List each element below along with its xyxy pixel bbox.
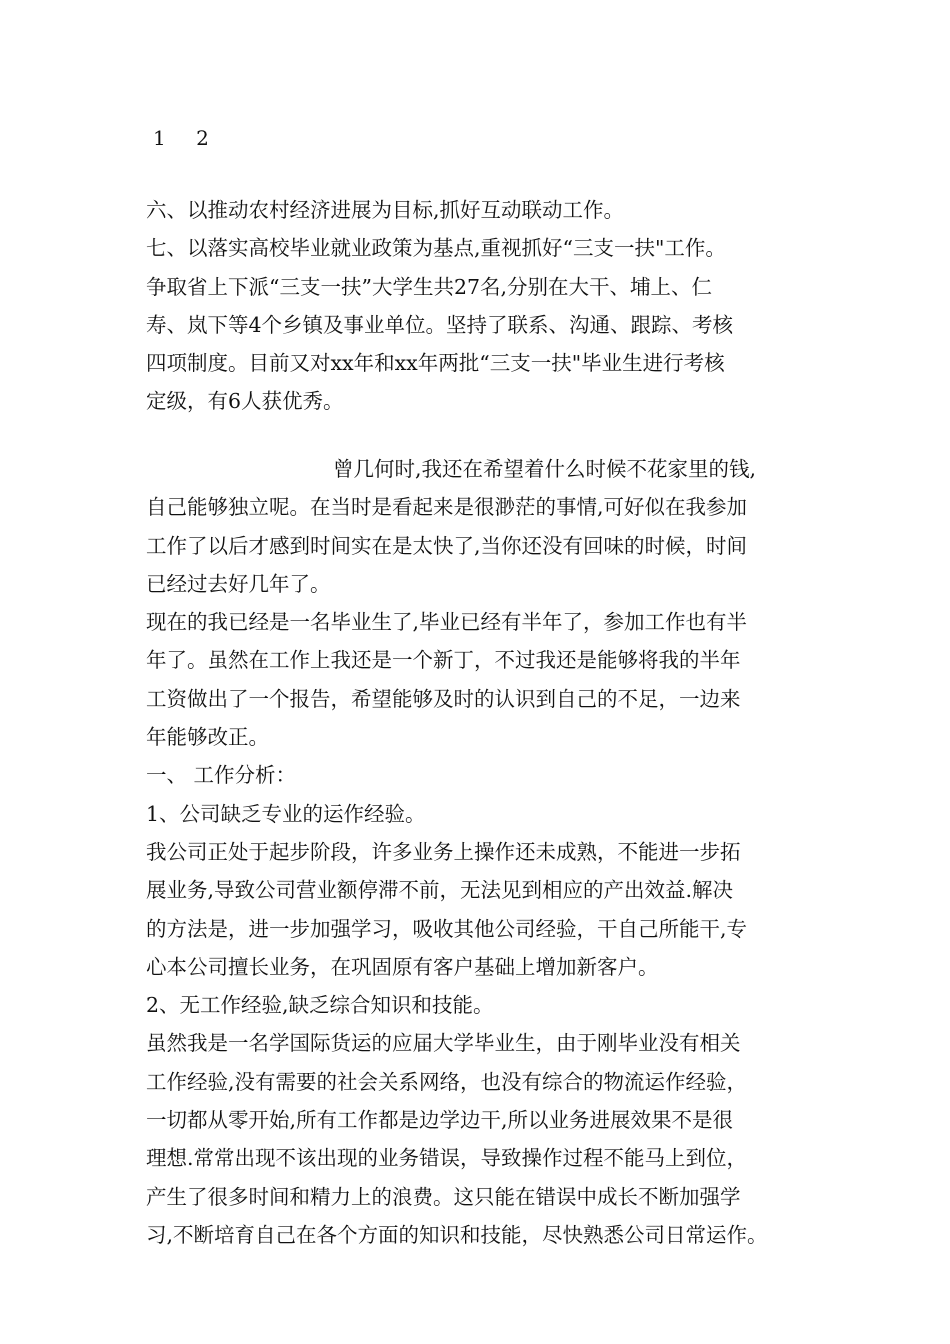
text-line: 一切都从零开始,所有工作都是边学边干,所以业务进展效果不是很 [146, 1108, 734, 1133]
subheading: 2、无工作经验,缺乏综合知识和技能。 [146, 993, 494, 1018]
text-line: 自己能够独立呢。在当时是看起来是很渺茫的事情,可好似在我参加 [146, 495, 748, 520]
text-line: 工作了以后才感到时间实在是太快了,当你还没有回味的时候，时间 [146, 533, 748, 558]
text-line: 年能够改正。 [146, 725, 269, 750]
text-line: 定级，有6人获优秀。 [146, 389, 344, 414]
page-number: 1 2 [153, 126, 221, 150]
text-line: 现在的我已经是一名毕业生了,毕业已经有半年了，参加工作也有半 [146, 610, 748, 635]
text-line: 理想.常常出现不该出现的业务错误，导致操作过程不能马上到位， [146, 1146, 748, 1171]
text-line: 工作经验,没有需要的社会关系网络，也没有综合的物流运作经验， [146, 1069, 748, 1094]
text-line: 七、以落实高校毕业就业政策为基点,重视抓好“三支一扶"工作。 [146, 236, 726, 261]
section-heading: 一、 工作分析： [146, 763, 297, 788]
text-line: 虽然我是一名学国际货运的应届大学毕业生，由于刚毕业没有相关 [146, 1031, 741, 1056]
text-line: 我公司正处于起步阶段，许多业务上操作还未成熟，不能进一步拓 [146, 839, 741, 864]
text-line: 的方法是，进一步加强学习，吸收其他公司经验，干自己所能干,专 [146, 916, 748, 941]
text-line: 寿、岚下等4个乡镇及事业单位。坚持了联系、沟通、跟踪、考核 [146, 312, 734, 337]
text-line: 心本公司擅长业务，在巩固原有客户基础上增加新客户。 [146, 954, 659, 979]
text-line: 产生了很多时间和精力上的浪费。这只能在错误中成长不断加强学 [146, 1184, 741, 1209]
text-line: 争取省上下派“三支一扶”大学生共27名,分别在大干、埔上、仁 [146, 274, 713, 299]
text-line: 六、以推动农村经济进展为目标,抓好互动联动工作。 [146, 198, 625, 222]
text-line: 工资做出了一个报告，希望能够及时的认识到自己的不足，一边来 [146, 686, 741, 711]
text-line: 展业务,导致公司营业额停滞不前，无法见到相应的产出效益.解决 [146, 878, 734, 903]
text-line: 年了。虽然在工作上我还是一个新丁，不过我还是能够将我的半年 [146, 648, 741, 673]
section-work-items [146, 191, 826, 421]
text-line: 四项制度。目前又对xx年和xx年两批“三支一扶"毕业生进行考核 [146, 351, 725, 376]
text-line: 曾几何时,我还在希望着什么时候不花家里的钱, [333, 457, 757, 481]
section-half-year-report [146, 450, 826, 1254]
text-line: 习,不断培育自己在各个方面的知识和技能，尽快熟悉公司日常运作。 [146, 1222, 768, 1247]
text-line: 已经过去好几年了。 [146, 571, 331, 596]
subheading: 1、公司缺乏专业的运作经验。 [146, 801, 426, 826]
